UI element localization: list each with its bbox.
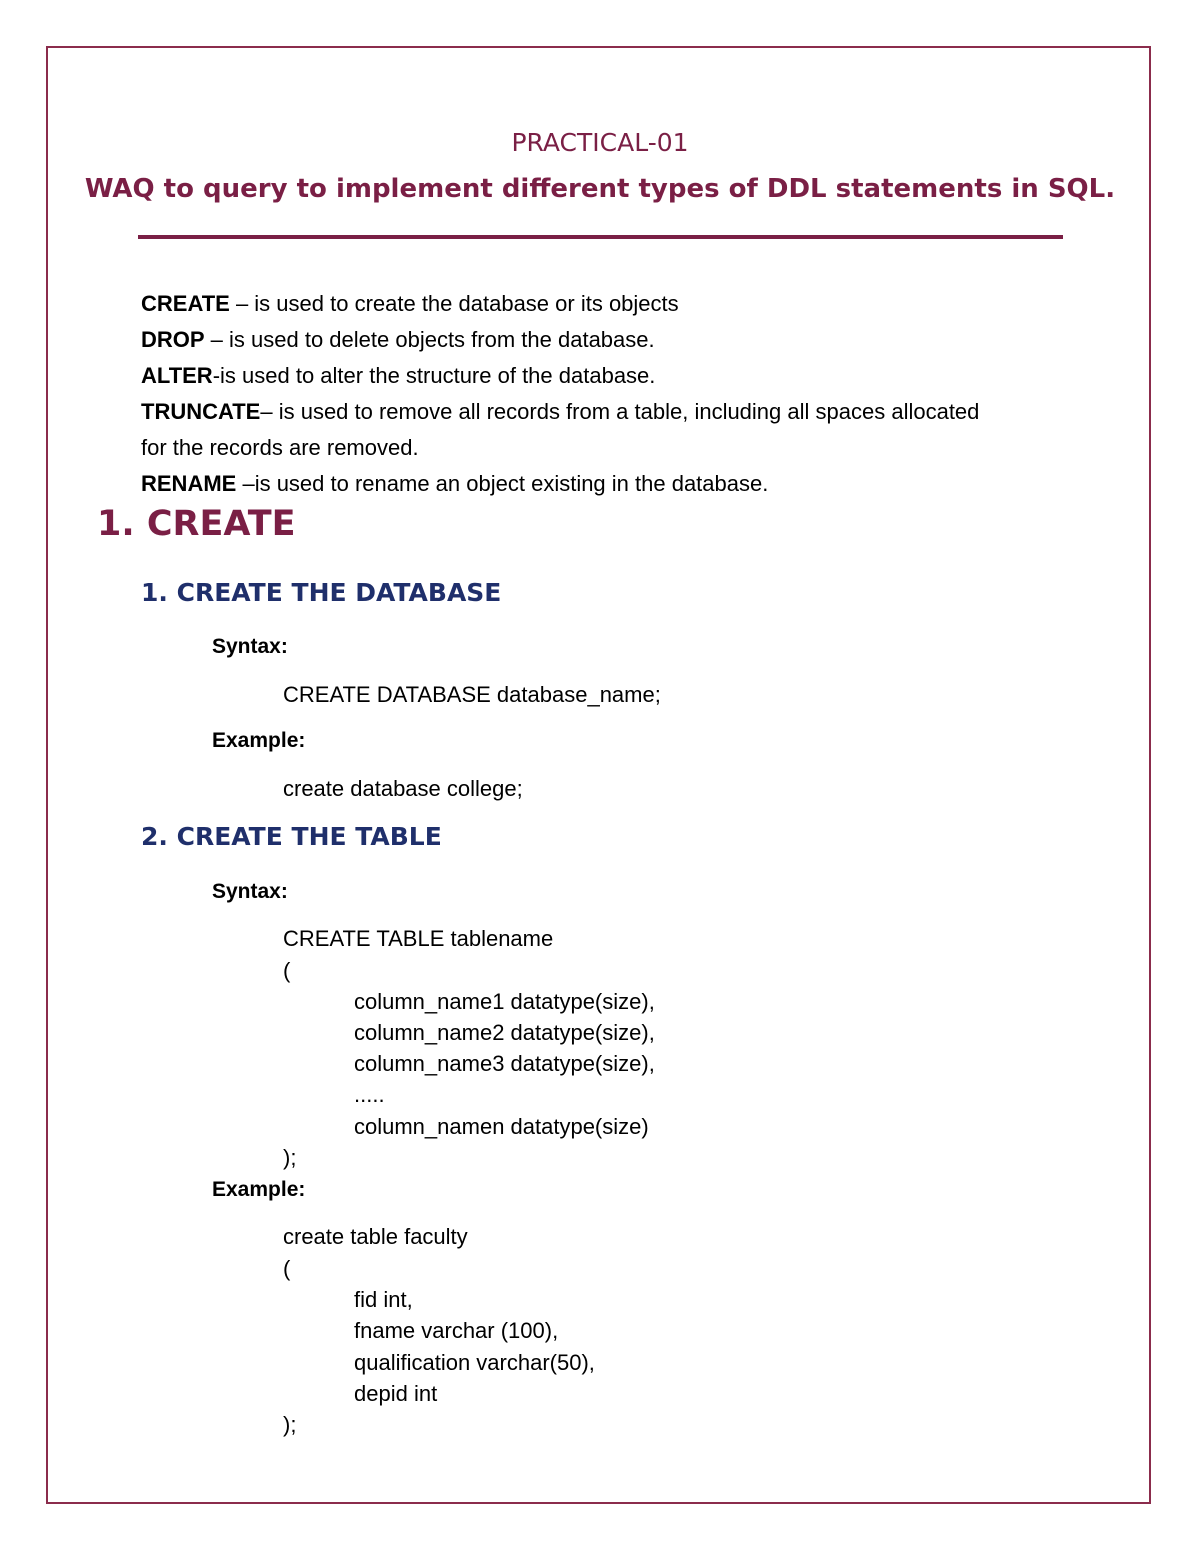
code-line: fid int,	[354, 1287, 413, 1312]
code-line: );	[283, 1412, 297, 1437]
code-line: column_name1 datatype(size),	[354, 989, 655, 1014]
code-line: CREATE TABLE tablename	[283, 926, 554, 951]
practical-number: PRACTICAL-01	[511, 128, 689, 157]
definition-create: CREATE – is used to create the database or its objects	[141, 291, 679, 316]
definitions-list	[141, 286, 1051, 502]
code-line: );	[283, 1145, 297, 1170]
code-line: (	[283, 1256, 291, 1281]
definition-drop: DROP – is used to delete objects from the database.	[141, 327, 655, 352]
definition-truncate-continued: for the records are removed.	[141, 435, 419, 460]
code-line: column_namen datatype(size)	[354, 1114, 649, 1139]
code-line: .....	[354, 1082, 385, 1107]
example-label: Example:	[212, 729, 306, 752]
definition-rename: RENAME –is used to rename an object existing in the database.	[141, 471, 769, 496]
code-line: column_name2 datatype(size),	[354, 1020, 655, 1045]
example-label: Example:	[212, 1178, 306, 1201]
code-line: column_name3 datatype(size),	[354, 1051, 655, 1076]
title-divider	[138, 235, 1063, 239]
aim-title: WAQ to query to implement different types of DDL statements in SQL.	[84, 174, 1116, 204]
subheading-create-database: 1. CREATE THE DATABASE	[141, 578, 502, 607]
section-heading-create: 1. CREATE	[97, 504, 296, 544]
definition-alter: ALTER-is used to alter the structure of the database.	[141, 363, 656, 388]
syntax-label: Syntax:	[212, 635, 288, 658]
code-line: (	[283, 958, 291, 983]
code-line: fname varchar (100),	[354, 1318, 559, 1343]
subheading-create-table: 2. CREATE THE TABLE	[141, 822, 442, 851]
page-border	[46, 46, 1151, 1504]
code-line: CREATE DATABASE database_name;	[283, 682, 661, 707]
code-line: create table faculty	[283, 1224, 468, 1249]
code-line: qualification varchar(50),	[354, 1350, 595, 1375]
syntax-label: Syntax:	[212, 880, 288, 903]
definition-truncate: TRUNCATE– is used to remove all records from a table, including all spaces allocated	[141, 399, 980, 424]
code-line: create database college;	[283, 776, 523, 801]
code-line: depid int	[354, 1381, 438, 1406]
